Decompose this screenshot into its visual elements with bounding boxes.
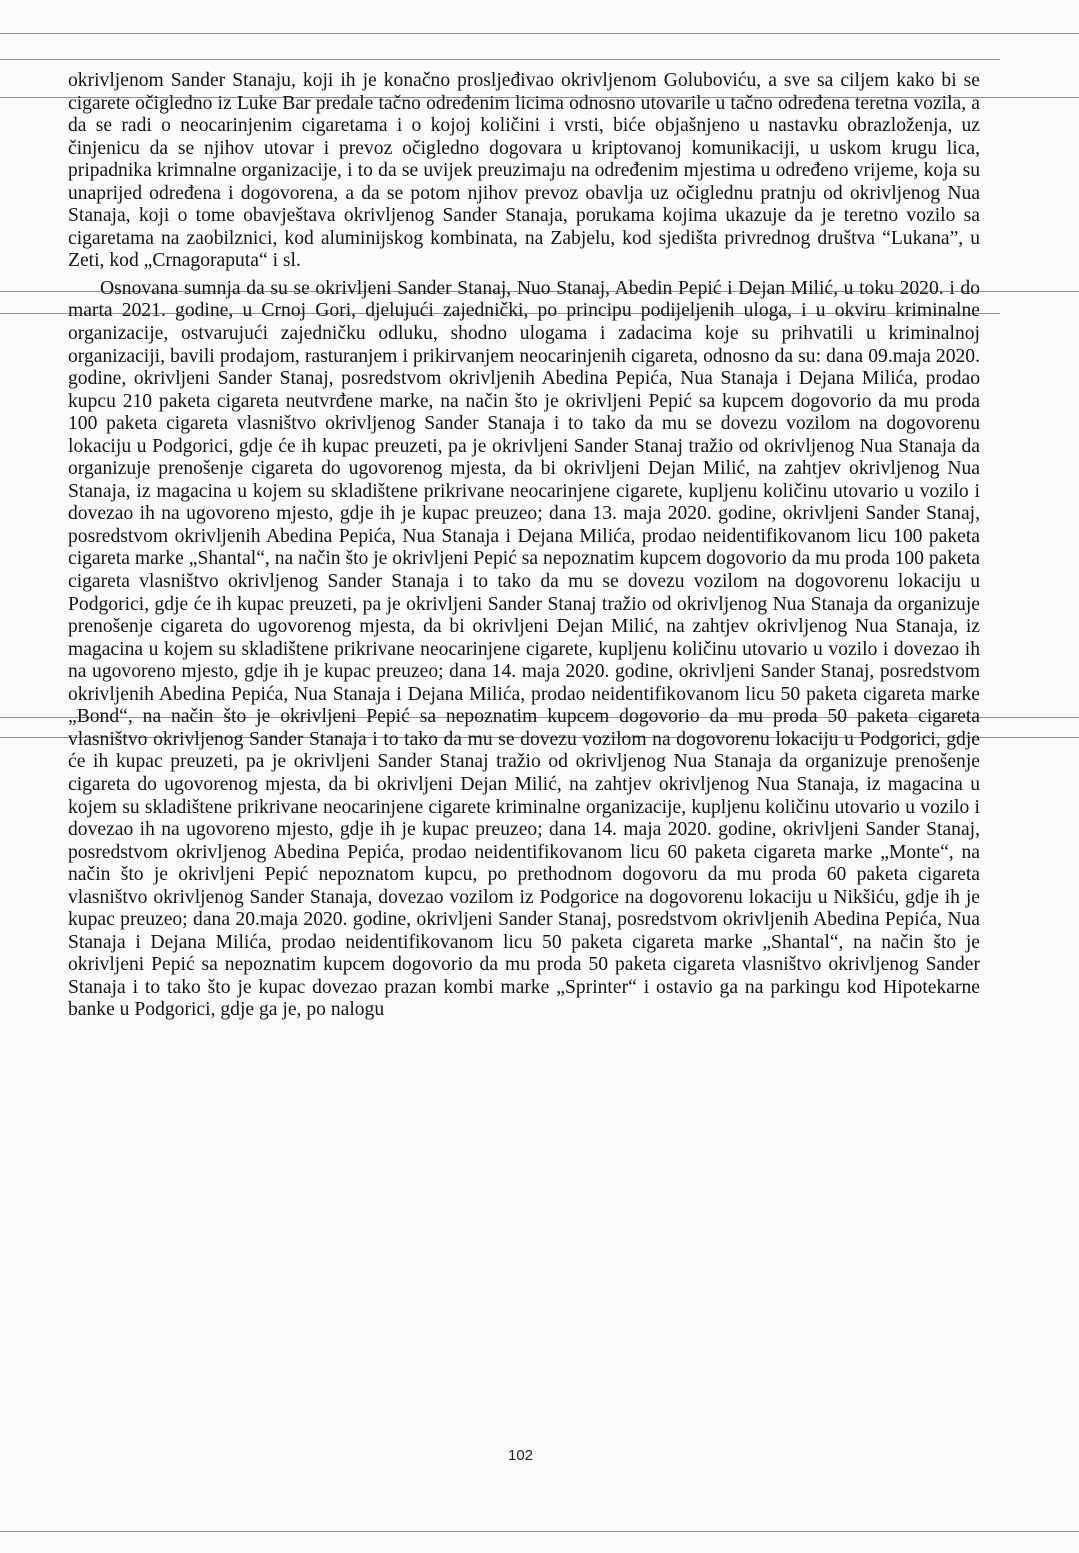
page-number: 102 [507,1447,534,1464]
document-body [68,70,980,1022]
scan-artifact-line [0,59,1000,60]
scan-artifact-line [0,33,1079,34]
paragraph: Osnovana sumnja da su se okrivljeni Sander Stanaj, Nuo Stanaj, Abedin Pepić i Dejan Milić, u toku 2020. i do marta 2021. godine, u Crnoj Gori, djelujući zajednički, po principu podijeljenih uloga, i u okviru kriminalne organizacije, ostvarujući zajedničku odluku, shodno ulogama i zadacima koje su prihvatili u kriminalnoj organizaciji, bavili prodajom, rasturanjem i prikirvanjem neocarinjenih cigareta, odnosno da su: dana 09.maja 2020. godine, okrivljeni Sander Stanaj, posredstvom okrivljenih Abedina Pepića, Nua Stanaja i Dejana Milića, prodao kupcu 210 paketa cigareta neutvrđene marke, na način što je okrivljeni Pepić sa kupcem dogovorio da mu proda 100 paketa cigareta vlasništvo okrivljenog Sander Stanaja i to tako da mu se dovezu vozilom na dogovorenu lokaciju u Podgorici, gdje će ih kupac preuzeti, pa je okrivljeni Sander Stanaj tražio od okrivljenog Nua Stanaja da organizuje prenošenje cigareta do ugovorenog mjesta, da bi okrivljeni Dejan Milić, na zahtjev okrivljenog Nua Stanaja, iz magacina u kojem su skladištene prikrivane neocarinjene cigarete, kupljenu količinu utovario u vozilo i dovezao ih na ugovoreno mjesto, gdje ih je kupac preuzeo; dana 13. maja 2020. godine, okrivljeni Sander Stanaj, posredstvom okrivljenih Abedina Pepića, Nua Stanaja i Dejana Milića, prodao neidentifikovanom licu 100 paketa cigareta marke „Shantal“, na način što je okrivljeni Pepić sa nepoznatim kupcem dogovorio da mu proda 100 paketa cigareta vlasništvo okrivljenog Sander Stanaja i to tako da mu se dovezu vozilom na dogovorenu lokaciju u Podgorici, gdje će ih kupac preuzeti, pa je okrivljeni Sander Stanaj tražio od okrivljenog Nua Stanaja da organizuje prenošenje cigareta do ugovorenog mjesta, da bi okrivljeni Dejan Milić, na zahtjev okrivljenog Nua Stanaja, iz magacina u kojem su skladištene prikrivane neocarinjene cigarete, kupljenu količinu utovario u vozilo i dovezao ih na ugovoreno mjesto, gdje ih je kupac preuzeo; dana 14. maja 2020. godine, okrivljeni Sander Stanaj, posredstvom okrivljenih Abedina Pepića, Nua Stanaja i Dejana Milića, prodao neidentifikovanom licu 50 paketa cigareta marke „Bond“, na način što je okrivljeni Pepić sa nepoznatim kupcem dogovorio da mu proda 50 paketa cigareta vlasništvo okrivljenog Sander Stanaja i to tako da mu se dovezu vozilom na dogovorenu lokaciju u Podgorici, gdje će ih kupac preuzeti, pa je okrivljeni Sander Stanaj tražio od okrivljenog Nua Stanaja da organizuje prenošenje cigareta do ugovorenog mjesta, da bi okrivljeni Dejan Milić, na zahtjev okrivljenog Nua Stanaja, iz magacina u kojem su skladištene prikrivane neocarinjene cigarete kriminalne organizacije, kupljenu količinu utovario u vozilo i dovezao ih na ugovoreno mjesto, gdje ih je kupac preuzeo; dana 14. maja 2020. godine, okrivljeni Sander Stanaj, posredstvom okrivljenog Abedina Pepića, prodao neidentifikovanom licu 60 paketa cigareta marke „Monte“, na način što je okrivljeni Pepić nepoznatom kupcu, po prethodnom dogovoru da mu proda 60 paketa cigareta vlasništvo okrivljenog Sander Stanaja, dovezao vozilom iz Podgorice na dogovorenu lokaciju u Nikšiću, gdje ih je kupac preuzeo; dana 20.maja 2020. godine, okrivljeni Sander Stanaj, posredstvom okrivljenih Abedina Pepića, Nua Stanaja i Dejana Milića, prodao neidentifikovanom licu 50 paketa cigareta marke „Shantal“, na način što je okrivljeni Pepić sa nepoznatim kupcem dogovorio da mu proda 50 paketa cigareta vlasništvo okrivljenog Sander Stanaja i to tako što je kupac dovezao prazan kombi marke „Sprinter“ i ostavio ga na parkingu kod Hipotekarne banke u Podgorici, gdje ga je, po nalogu [68,277,980,1021]
scan-artifact-line [0,1531,1079,1532]
paragraph: okrivljenom Sander Stanaju, koji ih je konačno prosljeđivao okrivljenom Goluboviću, a sve sa ciljem kako bi se cigarete očigledno iz Luke Bar predale tačno određenim licima odnosno utovarile u tačno određena teretna vozila, a da se radi o neocarinjenim cigaretama i o kojoj količini i vrsti, biće objašnjeno u nastavku obrazloženja, uz činjenicu da se njihov utovar i prevoz očigledno dogovara u kriptovanoj komunikaciji, u uskom krugu lica, pripadnika krimnalne organizacije, i to da se uvijek preuzimaju na određenim mjestima u određeno vrijeme, koja su unaprijed određena i dogovorena, a da se potom njihov prevoz obavlja uz očiglednu pratnju od okrivljenog Nua Stanaja, koji o tome obavještava okrivljenog Sander Stanaja, porukama kojima ukazuje da je teretno vozilo sa cigaretama na zaobilznici, kod aluminijskog kombinata, na Zabjelu, kod sjedišta privrednog društva “Lukana”, u Zeti, kod „Crnagoraputa“ i sl. [68,70,980,272]
